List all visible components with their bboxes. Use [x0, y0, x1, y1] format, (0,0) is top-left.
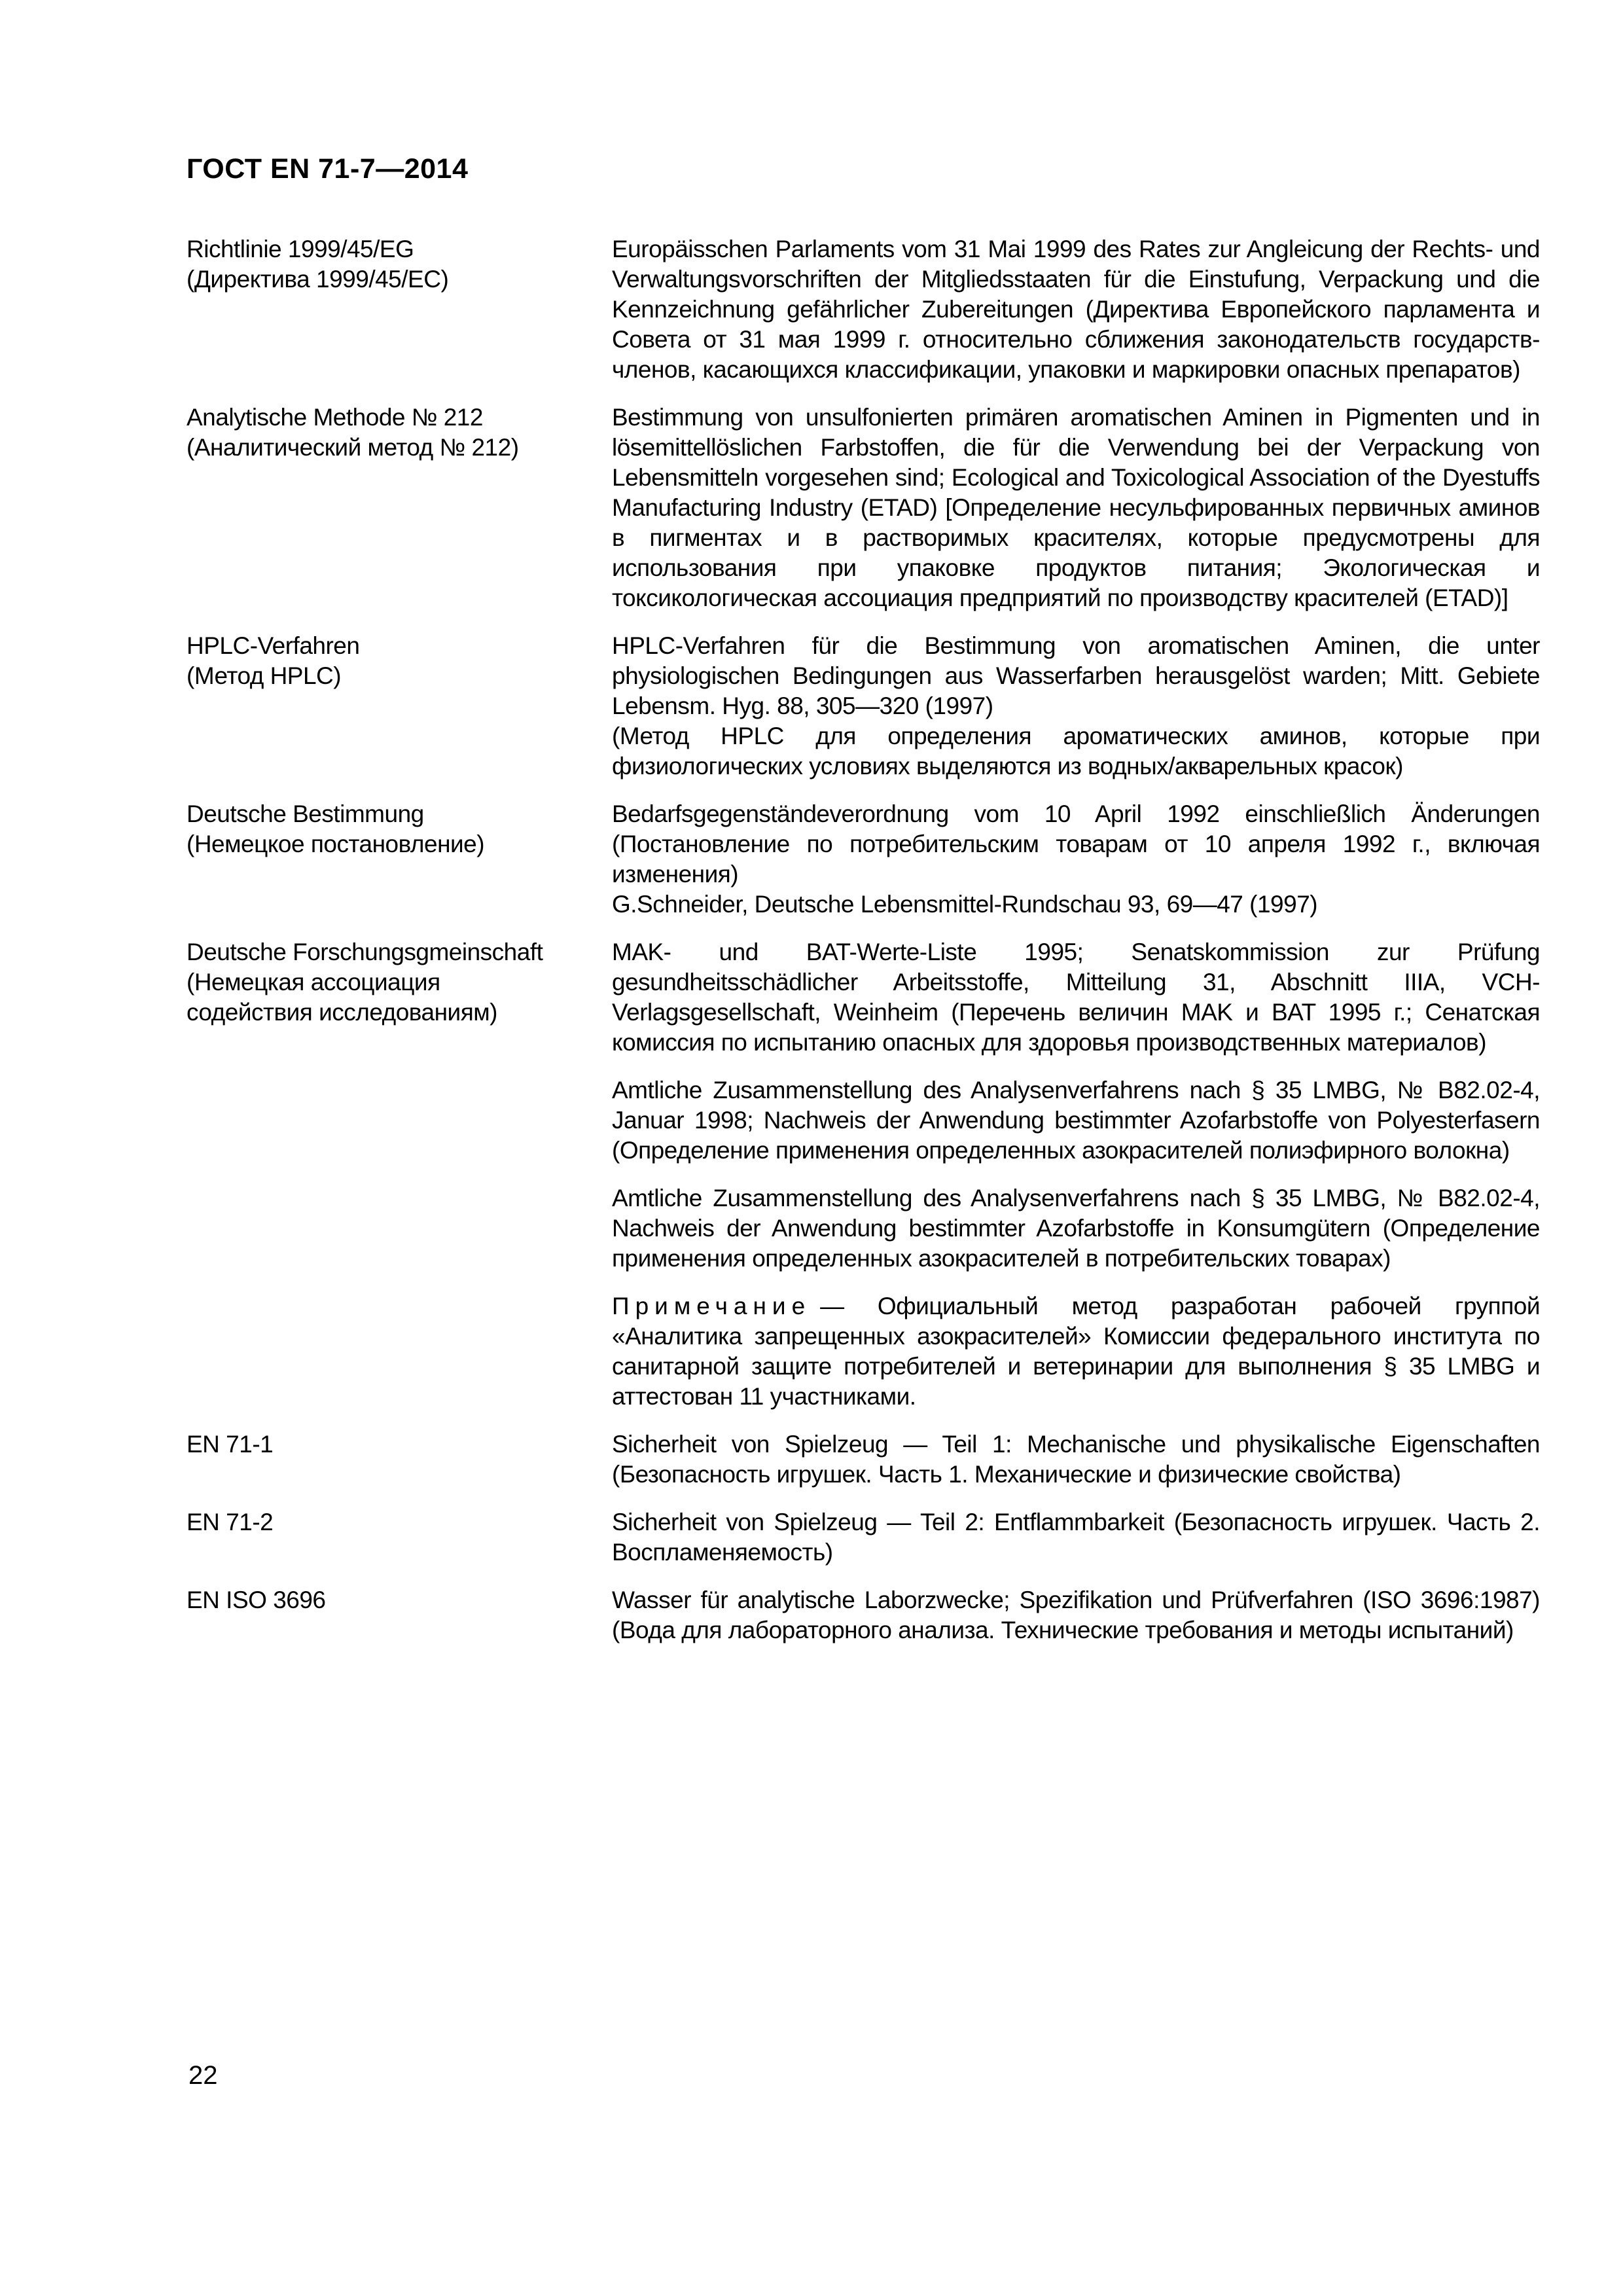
definition-paragraph: Europäisschen Parlaments vom 31 Mai 1999 des Rates zur Angleicung der Rechts- und Verwaltungsvorschriften der Mitgliedsstaaten für die Einstufung, Verpackung und die Kennzeichnung gefährlicher Zubereitungen (Директива Европейского парламента и Совета от 31 мая 1999 г. относительно сближения законодательств государств-членов, касающихся классификации, упаковки и маркировки опасных препаратов) — [612, 236, 1540, 383]
term-line: (Метод HPLC) — [187, 662, 342, 689]
note-label: Примечание — [612, 1293, 812, 1319]
definition-paragraph: HPLC-Verfahren für die Bestimmung von aromatischen Aminen, die unter physiologischen Bedingungen aus Wasserfarben herausgelöst warden; Mitt. Gebiete Lebensm. Hyg. 88, 305—320 (1997) — [612, 632, 1540, 719]
definition-paragraph: Amtliche Zusammenstellung des Analysenverfahrens nach § 35 LMBG, № B82.02-4, Januar 1998; Nachweis der Anwendung bestimmter Azofarbstoffe von Polyesterfasern (Определение применения определенных азокрасителей полиэфирного волокна) — [612, 1077, 1540, 1164]
definition-paragraph: Wasser für analytische Laborzwecke; Spezifikation und Prüfverfahren (ISO 3696:1987) (Вода для лабораторного анализа. Технические требования и методы испытаний) — [612, 1587, 1540, 1643]
term-line: HPLC-Verfahren — [187, 632, 360, 659]
definition-cell — [612, 631, 1540, 781]
definition-cell — [612, 1183, 1540, 1274]
term-line: содействия исследованиям) — [187, 999, 498, 1026]
term-line: Richtlinie 1999/45/EG — [187, 236, 414, 262]
term-line: Analytische Methode № 212 — [187, 404, 483, 431]
definition-cell — [612, 403, 1540, 613]
term-cell — [187, 937, 612, 1028]
term-line: EN ISO 3696 — [187, 1587, 326, 1613]
definition-paragraph: (Метод HPLC для определения ароматических аминов, которые при физиологических условиях выделяются из водных/акварельных красок) — [612, 723, 1540, 780]
term-line: EN 71-1 — [187, 1431, 274, 1458]
definition-cell — [612, 799, 1540, 920]
definition-paragraph: Amtliche Zusammenstellung des Analysenverfahrens nach § 35 LMBG, № B82.02-4, Nachweis der Anwendung bestimmter Azofarbstoffe in Konsumgütern (Определение применения определенных азокрасителей в потребительских товарах) — [612, 1185, 1540, 1272]
glossary-row-note — [187, 1291, 1540, 1412]
definition-cell — [612, 1291, 1540, 1412]
glossary-row-analytische-methode — [187, 403, 1540, 613]
glossary-row-deutsche-bestimmung — [187, 799, 1540, 920]
page-number: 22 — [188, 2061, 218, 2090]
term-line: Deutsche Bestimmung — [187, 800, 424, 827]
glossary-row-amtliche-zusammenstellung-1 — [187, 1075, 1540, 1166]
term-line: (Немецкое постановление) — [187, 831, 485, 857]
term-line: EN 71-2 — [187, 1509, 274, 1535]
definition-paragraph: Sicherheit von Spielzeug — Teil 1: Mechanische und physikalische Eigenschaften (Безопасность игрушек. Часть 1. Механические и физические свойства) — [612, 1431, 1540, 1488]
document-header: ГОСТ EN 71-7—2014 — [187, 153, 469, 185]
definition-cell — [612, 234, 1540, 385]
glossary-row-deutsche-forschungsgmeinschaft — [187, 937, 1540, 1058]
term-cell — [187, 631, 612, 691]
reference-glossary — [187, 234, 1540, 1645]
term-line: (Немецкая ассоциация — [187, 969, 440, 996]
note-text: — Официальный метод разработан рабочей группой «Аналитика запрещенных азокрасителей» Комиссии федерального института по санитарной защите потребителей и ветеринарии для выполнения § 35 LMBG и аттестован 11 участниками. — [612, 1293, 1540, 1410]
term-cell — [187, 1507, 612, 1537]
definition-paragraph: Bestimmung von unsulfonierten primären aromatischen Aminen in Pigmenten und in lösemittellöslichen Farbstoffen, die für die Verwendung bei der Verpackung von Lebensmitteln vorgesehen sind; Ecological and Toxicological Association of the Dyestuffs Manufacturing Industry (ETAD) [Определение несульфированных первичных аминов в пигментах и в растворимых красителях, которые предусмотрены для использования при упаковке продуктов питания; Экологическая и токсикологическая ассоциация предприятий по производству красителей (ETAD)] — [612, 404, 1540, 611]
definition-cell — [612, 1075, 1540, 1166]
definition-cell — [612, 1585, 1540, 1645]
glossary-row-en-71-1 — [187, 1429, 1540, 1490]
glossary-row-richtlinie — [187, 234, 1540, 385]
term-cell — [187, 403, 612, 463]
glossary-row-en-71-2 — [187, 1507, 1540, 1568]
term-line: (Директива 1999/45/ЕС) — [187, 266, 449, 293]
definition-cell — [612, 937, 1540, 1058]
definition-paragraph: Sicherheit von Spielzeug — Teil 2: Entflammbarkeit (Безопасность игрушек. Часть 2. Воспламеняемость) — [612, 1509, 1540, 1566]
definition-cell — [612, 1507, 1540, 1568]
term-line: Deutsche Forschungsgmeinschaft — [187, 939, 543, 965]
glossary-row-hplc-verfahren — [187, 631, 1540, 781]
definition-paragraph: G.Schneider, Deutsche Lebensmittel-Rundschau 93, 69—47 (1997) — [612, 891, 1318, 918]
term-cell — [187, 1429, 612, 1460]
note-paragraph — [612, 1291, 1540, 1412]
term-cell — [187, 234, 612, 295]
glossary-row-en-iso-3696 — [187, 1585, 1540, 1645]
term-line: (Аналитический метод № 212) — [187, 434, 519, 461]
definition-cell — [612, 1429, 1540, 1490]
page-content — [187, 152, 1540, 1663]
definition-paragraph: Bedarfsgegenständeverordnung vom 10 April 1992 einschließlich Änderungen (Постановление по потребительским товарам от 10 апреля 1992 г., включая изменения) — [612, 800, 1540, 888]
term-cell — [187, 799, 612, 859]
glossary-row-amtliche-zusammenstellung-2 — [187, 1183, 1540, 1274]
definition-paragraph: MAK- und BAT-Werte-Liste 1995; Senatskommission zur Prüfung gesundheitsschädlicher Arbeitsstoffe, Mitteilung 31, Abschnitt IIIA, VCH-Verlagsgesellschaft, Weinheim (Перечень величин MAK и BAT 1995 г.; Сенатская комиссия по испытанию опасных для здоровья производственных материалов) — [612, 939, 1540, 1056]
term-cell — [187, 1585, 612, 1615]
